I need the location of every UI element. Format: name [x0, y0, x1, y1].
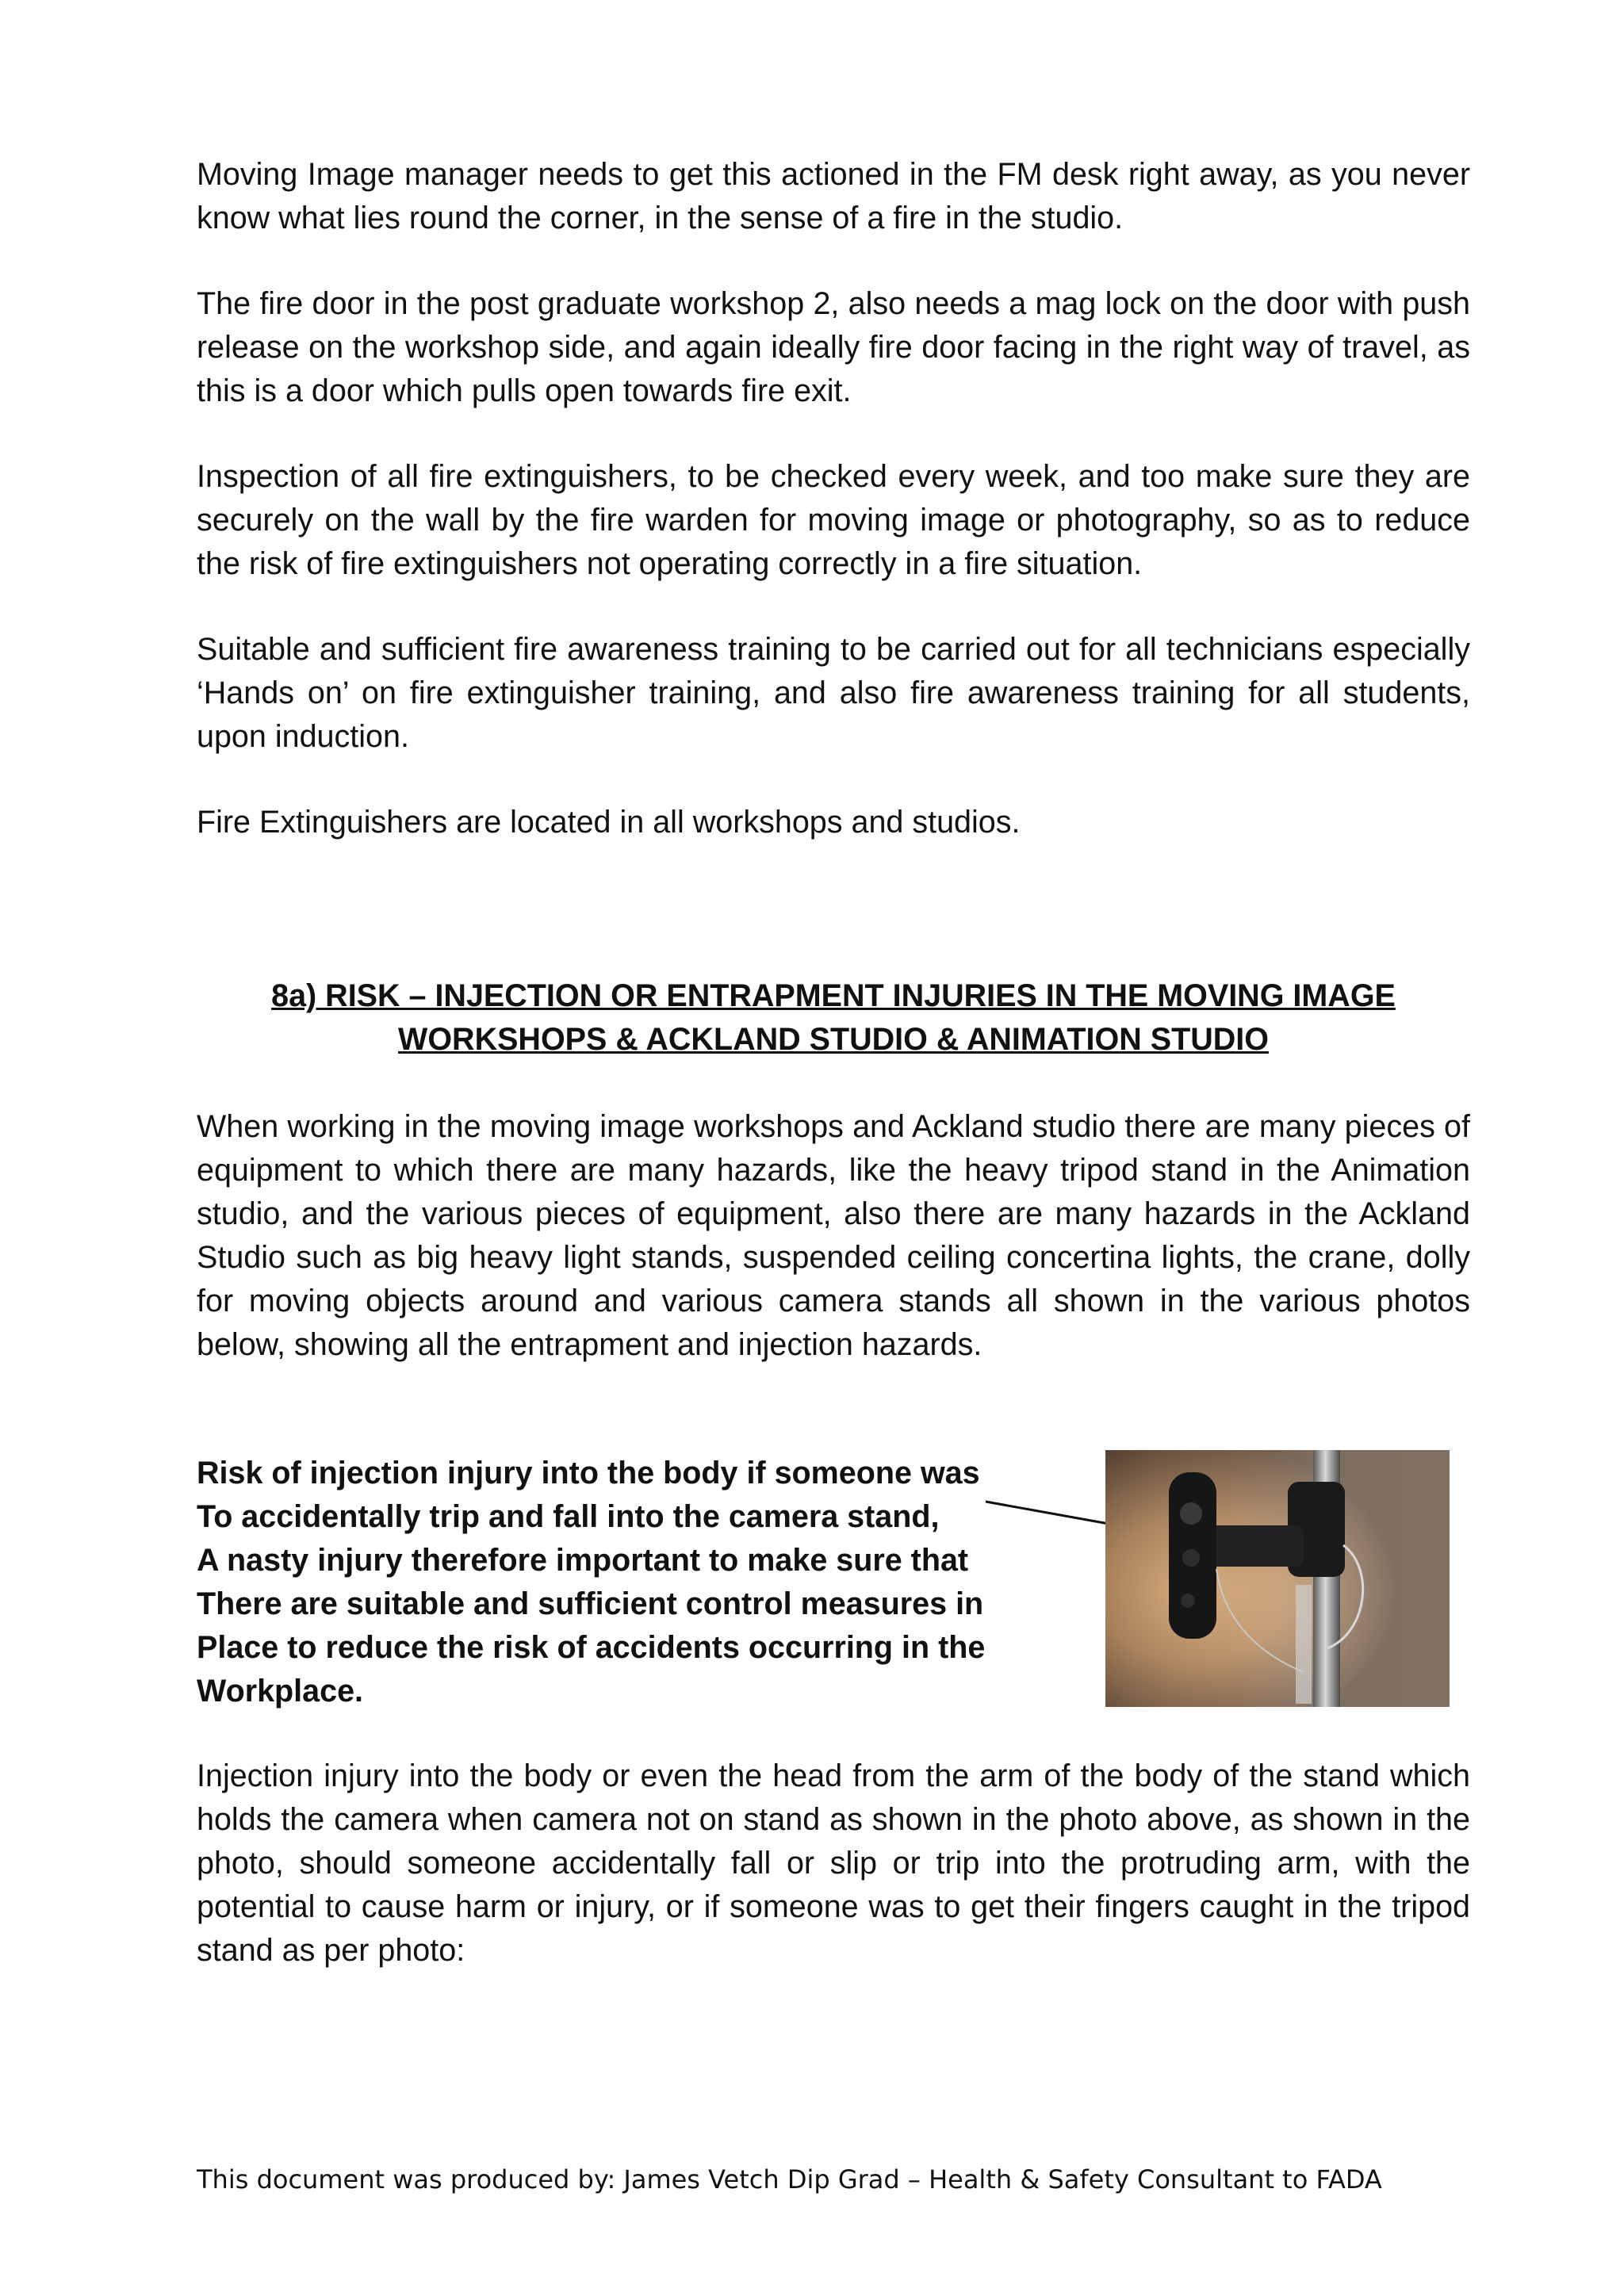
paragraph-injection-injury: Injection injury into the body or even the head from the arm of the body of the stand which holds the camera when camera not on stand as shown in the photo above, as shown in the photo, should someone accidentally fall or slip or trip into the protruding arm, with the potential to cause harm or injury, or if someone was to get their fingers caught in the tripod stand as per photo:: [197, 1758, 1470, 1968]
callout-line: A nasty injury therefore important to make sure that: [197, 1543, 969, 1578]
paragraph-fm-desk: Moving Image manager needs to get this actioned in the FM desk right away, as you never know what lies round the corner, in the sense of a fire in the studio.: [197, 157, 1470, 235]
callout-line: There are suitable and sufficient control measures in: [197, 1586, 984, 1621]
callout-line: Workplace.: [197, 1674, 364, 1709]
callout-line: To accidentally trip and fall into the camera stand,: [197, 1499, 940, 1534]
paragraph-fire-training: Suitable and sufficient fire awareness training to be carried out for all technicians especially ‘Hands on’ on fire extinguisher training, and also fire awareness training for all students, upon induction.: [197, 632, 1470, 754]
paragraph-fire-door: The fire door in the post graduate workshop 2, also needs a mag lock on the door with push release on the workshop side, and again ideally fire door facing in the right way of travel, as this is a door which pulls open towards fire exit.: [197, 286, 1470, 408]
camera-stand-photo: [1105, 1450, 1450, 1707]
section-heading-8a: [197, 974, 1470, 1062]
paragraph-extinguisher-inspection: Inspection of all fire extinguishers, to be checked every week, and too make sure they are securely on the wall by the fire warden for moving image or photography, so as to reduce the risk of fire extinguishers not operating correctly in a fire situation.: [197, 459, 1470, 581]
section-heading-line-2: WORKSHOPS & ACKLAND STUDIO & ANIMATION STUDIO: [398, 1022, 1269, 1057]
paragraph-hazards-intro: When working in the moving image workshops and Ackland studio there are many pieces of equipment to which there are many hazards, like the heavy tripod stand in the Animation studio, and the various pieces of equipment, also there are many hazards in the Ackland Studio such as big heavy light stands, suspended ceiling concertina lights, the crane, dolly for moving objects around and various camera stands all shown in the various photos below, showing all the entrapment and injection hazards.: [197, 1109, 1470, 1362]
paragraph-extinguisher-locations: Fire Extinguishers are located in all workshops and studios.: [197, 805, 1021, 840]
callout-line: Risk of injection injury into the body if someone was: [197, 1456, 980, 1490]
callout-line: Place to reduce the risk of accidents occurring in the: [197, 1630, 986, 1665]
footer-credit: This document was produced by: James Vetch Dip Grad – Health & Safety Consultant to FADA: [197, 2164, 1382, 2195]
camera-stand-callout: [197, 1452, 1037, 1713]
section-heading-line-1: 8a) RISK – INJECTION OR ENTRAPMENT INJURIES IN THE MOVING IMAGE: [271, 978, 1396, 1013]
